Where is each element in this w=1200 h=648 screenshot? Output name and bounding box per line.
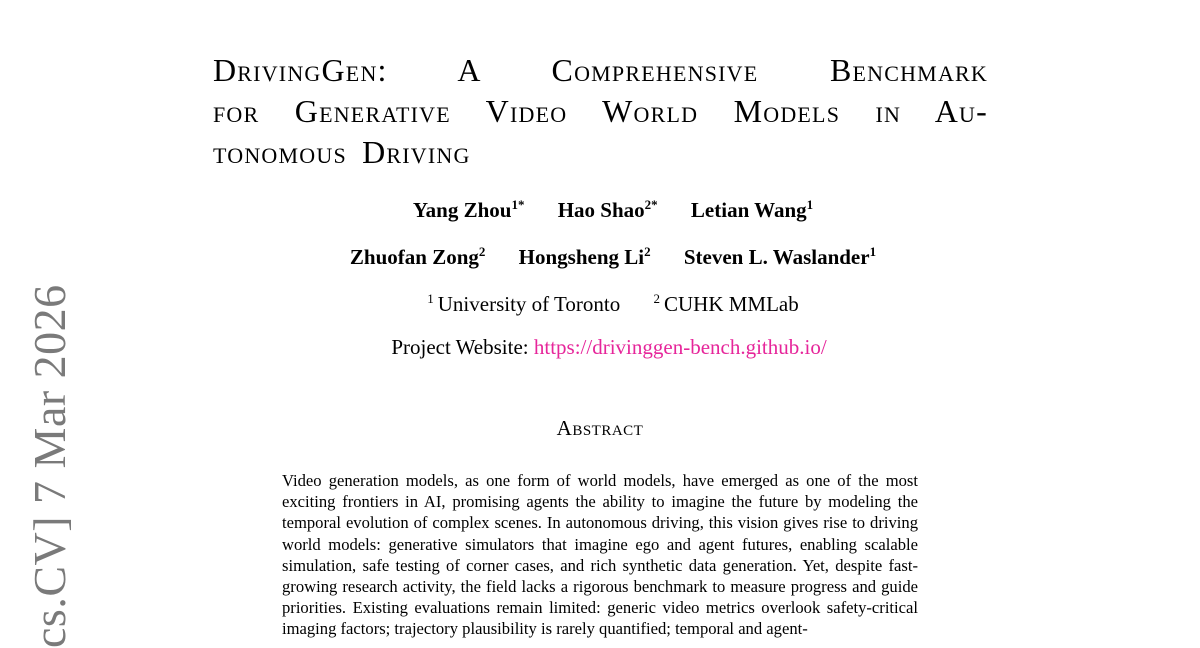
paper-title [213,50,988,173]
abstract-text: Video generation models, as one form of world models, have emerged as one of the most exciting frontiers in AI, promising agents the ability to imagine the future by modeling the temporal evolution of complex scenes. In autonomous driving, this vision gives rise to driving world models: generative simulators that imagine ego and agent futures, enabling scalable simulation, safe testing of corner cases, and rich synthetic data generation. Yet, despite fast-growing research activity, the field lacks a rigorous benchmark to measure progress and guide priorities. Existing evaluations remain limited: generic video metrics overlook safety-critical imaging factors; trajectory plausibility is rarely quantified; temporal and agent- [282,471,918,639]
website-link[interactable]: https://drivinggen-bench.github.io/ [533,335,827,359]
website-label: Project Website: [391,335,529,359]
title-line-3: tonomous Driving [213,134,471,170]
title-line-1: DrivingGen: A Comprehensive Benchmark [213,52,988,88]
project-website [0,335,1200,360]
affiliation: $^2$ CUHK MMLab [653,291,799,316]
author: Hongsheng Li$^2$ [518,244,651,269]
author: Yang Zhou$^{1*}$ [412,197,525,222]
title-line-2: for Generative Video World Models in Au- [213,93,988,129]
author: Hao Shao$^{2*}$ [557,197,658,222]
author: Zhuofan Zong$^2$ [349,244,486,269]
affiliation: $^1$ University of Toronto [427,291,621,316]
arxiv-identifier-stamp: cs.CV] 7 Mar 2026 [24,284,75,648]
author: Steven L. Waslander$^1$ [683,244,877,269]
abstract-heading: Abstract [556,416,644,440]
authors-row-1 [0,197,1200,223]
authors-row-2 [0,244,1200,270]
affiliations [0,291,1200,317]
author: Letian Wang$^1$ [690,197,814,222]
